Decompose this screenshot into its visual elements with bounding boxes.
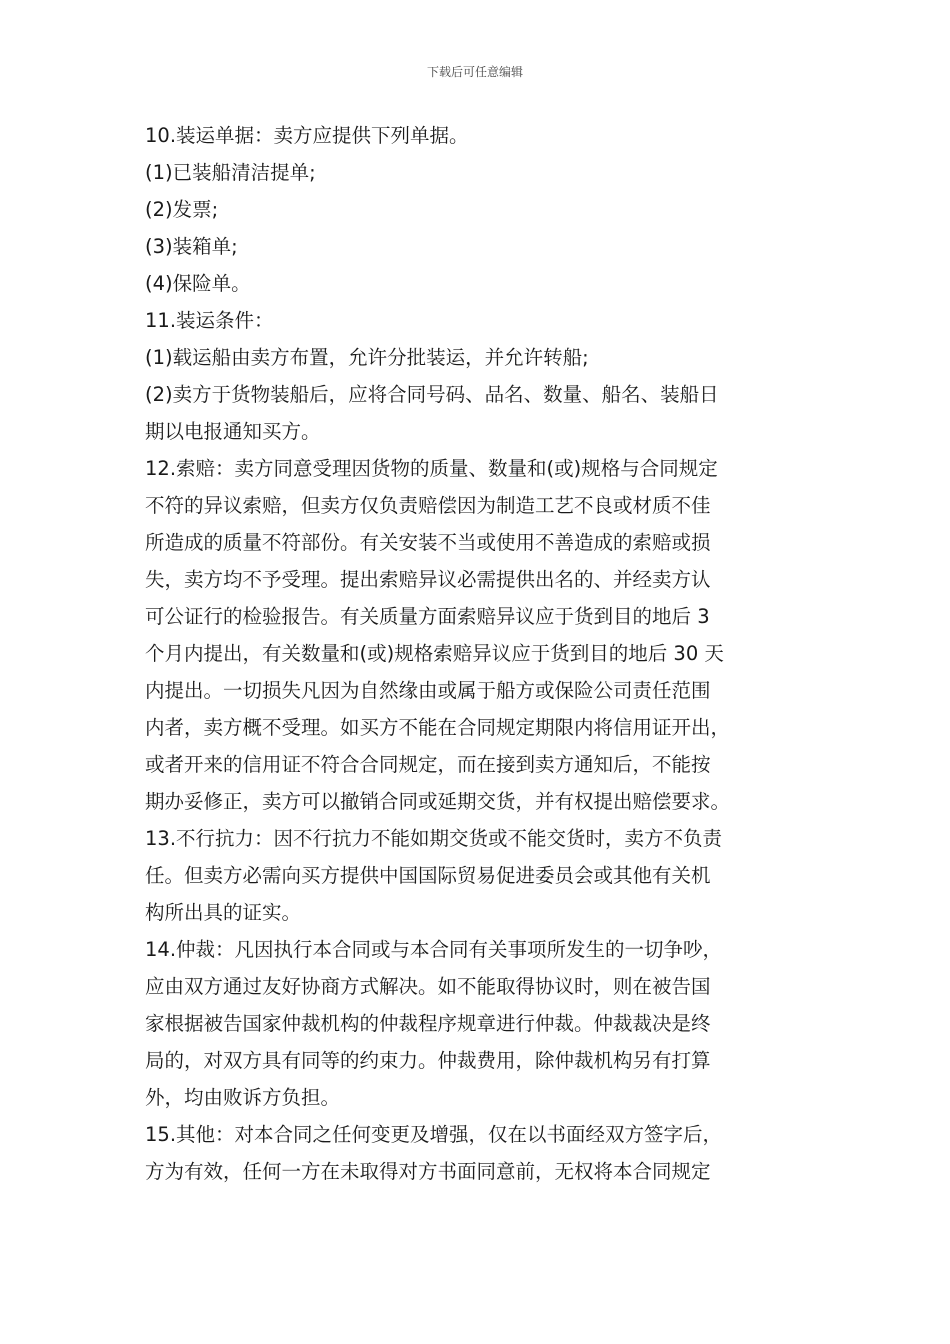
text-line: 15.其他：对本合同之任何变更及增强，仅在以书面经双方签字后，: [145, 1123, 723, 1146]
text-line: 家根据被告国家仲裁机构的仲裁程序规章进行仲裁。仲裁裁决是终: [145, 1012, 711, 1035]
text-line: 内者，卖方概不受理。如买方不能在合同规定期限内将信用证开出，: [145, 716, 731, 739]
document-body: [145, 117, 815, 1190]
text-line: 可公证行的检验报告。有关质量方面索赔异议应于货到目的地后 3: [145, 605, 710, 628]
text-line: 不符的异议索赔，但卖方仅负责赔偿因为制造工艺不良或材质不佳: [145, 494, 711, 517]
text-line: 期以电报通知买方。: [145, 420, 321, 443]
page-header: 下载后可任意编辑: [426, 65, 523, 79]
text-line: 11.装运条件：: [145, 309, 274, 332]
text-line: (1)载运船由卖方布置，允许分批装运，并允许转船;: [145, 346, 589, 369]
text-line: 或者开来的信用证不符合合同规定，而在接到卖方通知后，不能按: [145, 753, 711, 776]
text-line: 所造成的质量不符部份。有关安装不当或使用不善造成的索赔或损: [145, 531, 711, 554]
text-line: (4)保险单。: [145, 272, 251, 295]
text-line: (1)已装船清洁提单;: [145, 161, 316, 184]
text-line: 局的，对双方具有同等的约束力。仲裁费用，除仲裁机构另有打算: [145, 1049, 711, 1072]
text-line: 12.索赔：卖方同意受理因货物的质量、数量和(或)规格与合同规定: [145, 457, 718, 480]
text-line: 方为有效，任何一方在未取得对方书面同意前，无权将本合同规定: [145, 1160, 711, 1183]
text-line: 13.不行抗力：因不行抗力不能如期交货或不能交货时，卖方不负责: [145, 827, 723, 850]
text-line: 内提出。一切损失凡因为自然缘由或属于船方或保险公司责任范围: [145, 679, 711, 702]
text-line: 任。但卖方必需向买方提供中国国际贸易促进委员会或其他有关机: [145, 864, 711, 887]
text-line: (2)卖方于货物装船后，应将合同号码、品名、数量、船名、装船日: [145, 383, 719, 406]
text-line: 外，均由败诉方负担。: [145, 1086, 341, 1109]
text-line: 14.仲裁：凡因执行本合同或与本合同有关事项所发生的一切争吵，: [145, 938, 723, 961]
text-line: 构所出具的证实。: [145, 901, 302, 924]
text-line: 10.装运单据：卖方应提供下列单据。: [145, 124, 469, 147]
text-line: 期办妥修正，卖方可以撤销合同或延期交货，并有权提出赔偿要求。: [145, 790, 731, 813]
text-line: 个月内提出，有关数量和(或)规格索赔异议应于货到目的地后 30 天: [145, 642, 724, 665]
text-line: (3)装箱单;: [145, 235, 238, 258]
text-line: (2)发票;: [145, 198, 219, 221]
text-line: 应由双方通过友好协商方式解决。如不能取得协议时，则在被告国: [145, 975, 711, 998]
text-line: 失，卖方均不予受理。提出索赔异议必需提供出名的、并经卖方认: [145, 568, 711, 591]
